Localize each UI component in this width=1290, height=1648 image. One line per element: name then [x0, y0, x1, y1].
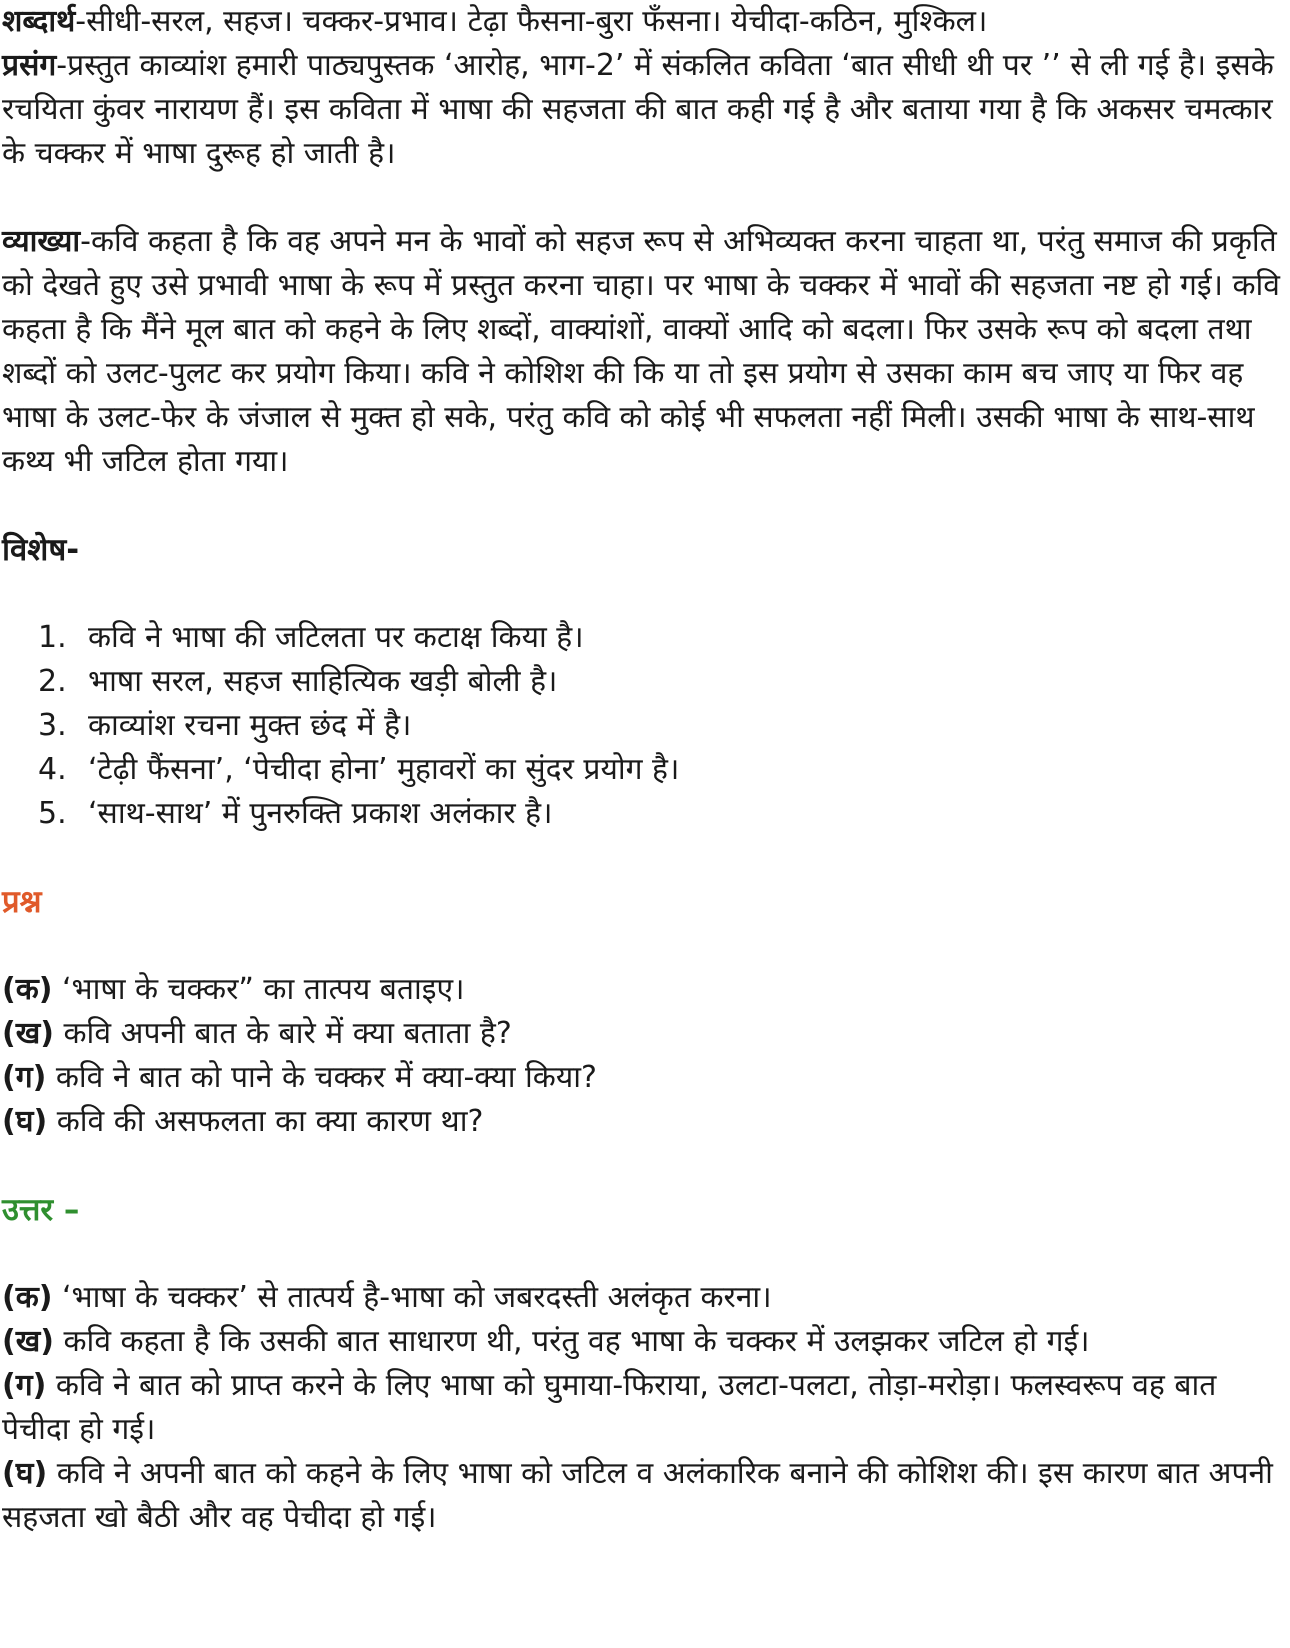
list-item — [38, 616, 1282, 660]
question-tag: (ग) — [2, 1060, 47, 1095]
list-item — [38, 660, 1282, 704]
vyakhya-text: -कवि कहता है कि वह अपने मन के भावों को सहज रूप से अभिव्यक्त करना चाहता था, परंतु समाज की प्रकृति को देखते हुए उसे प्रभावी भाषा के रूप में प्रस्तुत करना चाहा। पर भाषा के चक्कर में भावों की सहजता नष्ट हो गई। कवि कहता है कि मैंने मूल बात को कहने के लिए शब्दों, वाक्यांशों, वाक्यों आदि को बदला। फिर उसके रूप को बदला तथा शब्दों को उलट-पुलट कर प्रयोग किया। कवि ने कोशिश की कि या तो इस प्रयोग से उसका काम बच जाए या फिर वह भाषा के उलट-फेर के जंजाल से मुक्त हो सके, परंतु कवि को कोई भी सफलता नहीं मिली। उसकी भाषा के साथ-साथ कथ्य भी जटिल होता गया। — [2, 224, 1280, 479]
answer-tag: (ग) — [2, 1368, 47, 1403]
list-item-number: 2. — [38, 664, 67, 699]
question-item — [2, 1056, 1282, 1100]
answer-tag: (क) — [2, 1280, 53, 1315]
prasang-label: प्रसंग — [2, 48, 57, 83]
answer-item — [2, 1320, 1282, 1364]
shabdarth-label: शब्दार्थ — [2, 4, 76, 39]
question-item — [2, 968, 1282, 1012]
shabdarth-text: -सीधी-सरल, सहज। चक्कर-प्रभाव। टेढ़ा फैसना-बुरा फँसना। येचीदा-कठिन, मुश्किल। — [75, 4, 988, 39]
vyakhya-paragraph — [2, 220, 1282, 484]
question-tag: (ख) — [2, 1016, 54, 1051]
question-tag: (घ) — [2, 1104, 48, 1139]
prashna-list — [2, 968, 1282, 1144]
list-item-number: 3. — [38, 708, 67, 743]
list-item — [38, 704, 1282, 748]
list-item-number: 5. — [38, 796, 67, 831]
answer-item — [2, 1452, 1282, 1540]
list-item — [38, 748, 1282, 792]
uttar-heading: उत्तर – — [2, 1192, 80, 1228]
list-item-text: भाषा सरल, सहज साहित्यिक खड़ी बोली है। — [88, 664, 558, 699]
list-item-text: काव्यांश रचना मुक्त छंद में है। — [88, 708, 412, 743]
list-item — [38, 792, 1282, 836]
question-text: कवि ने बात को पाने के चक्कर में क्या-क्या किया? — [46, 1060, 597, 1095]
answer-text: कवि ने बात को प्राप्त करने के लिए भाषा को घुमाया-फिराया, उलटा-पलटा, तोड़ा-मरोड़ा। फलस्वरूप वह बात पेचीदा हो गई। — [2, 1368, 1217, 1447]
question-text: कवि अपनी बात के बारे में क्या बताता है? — [53, 1016, 512, 1051]
list-item-number: 1. — [38, 620, 67, 655]
question-text: कवि की असफलता का क्या कारण था? — [47, 1104, 484, 1139]
answer-text: कवि ने अपनी बात को कहने के लिए भाषा को जटिल व अलंकारिक बनाने की कोशिश की। इस कारण बात अपनी सहजता खो बैठी और वह पेचीदा हो गई। — [2, 1456, 1273, 1535]
answer-text: ‘भाषा के चक्कर’ से तात्पर्य है-भाषा को जबरदस्ती अलंकृत करना। — [52, 1280, 772, 1315]
prasang-text: -प्रस्तुत काव्यांश हमारी पाठ्यपुस्तक ‘आरोह, भाग-2’ में संकलित कविता ‘बात सीधी थी पर ’’ से ली गई है। इसके रचयिता कुंवर नारायण हैं। इस कविता में भाषा की सहजता की बात कही गई है और बताया गया है कि अकसर चमत्कार के चक्कर में भाषा दुरूह हो जाती है। — [2, 48, 1274, 171]
question-item — [2, 1012, 1282, 1056]
list-item-text: ‘साथ-साथ’ में पुनरुक्ति प्रकाश अलंकार है। — [88, 796, 553, 831]
list-item-text: कवि ने भाषा की जटिलता पर कटाक्ष किया है। — [88, 620, 584, 655]
answer-tag: (ख) — [2, 1324, 54, 1359]
uttar-list — [2, 1276, 1282, 1540]
answer-item — [2, 1364, 1282, 1452]
question-tag: (क) — [2, 972, 53, 1007]
answer-text: कवि कहता है कि उसकी बात साधारण थी, परंतु वह भाषा के चक्कर में उलझकर जटिल हो गई। — [53, 1324, 1090, 1359]
answer-item — [2, 1276, 1282, 1320]
shabdarth-paragraph — [2, 0, 1282, 44]
list-item-number: 4. — [38, 752, 67, 787]
vishesh-list — [2, 616, 1282, 836]
list-item-text: ‘टेढ़ी फैंसना’, ‘पेचीदा होना’ मुहावरों का सुंदर प्रयोग है। — [88, 752, 680, 787]
answer-tag: (घ) — [2, 1456, 48, 1491]
question-item — [2, 1100, 1282, 1144]
prashna-heading: प्रश्न — [2, 884, 42, 920]
question-text: ‘भाषा के चक्कर” का तात्पय बताइए। — [52, 972, 465, 1007]
vishesh-heading: विशेष- — [2, 532, 80, 568]
prasang-paragraph — [2, 44, 1282, 176]
vyakhya-label: व्याख्या — [2, 224, 81, 259]
